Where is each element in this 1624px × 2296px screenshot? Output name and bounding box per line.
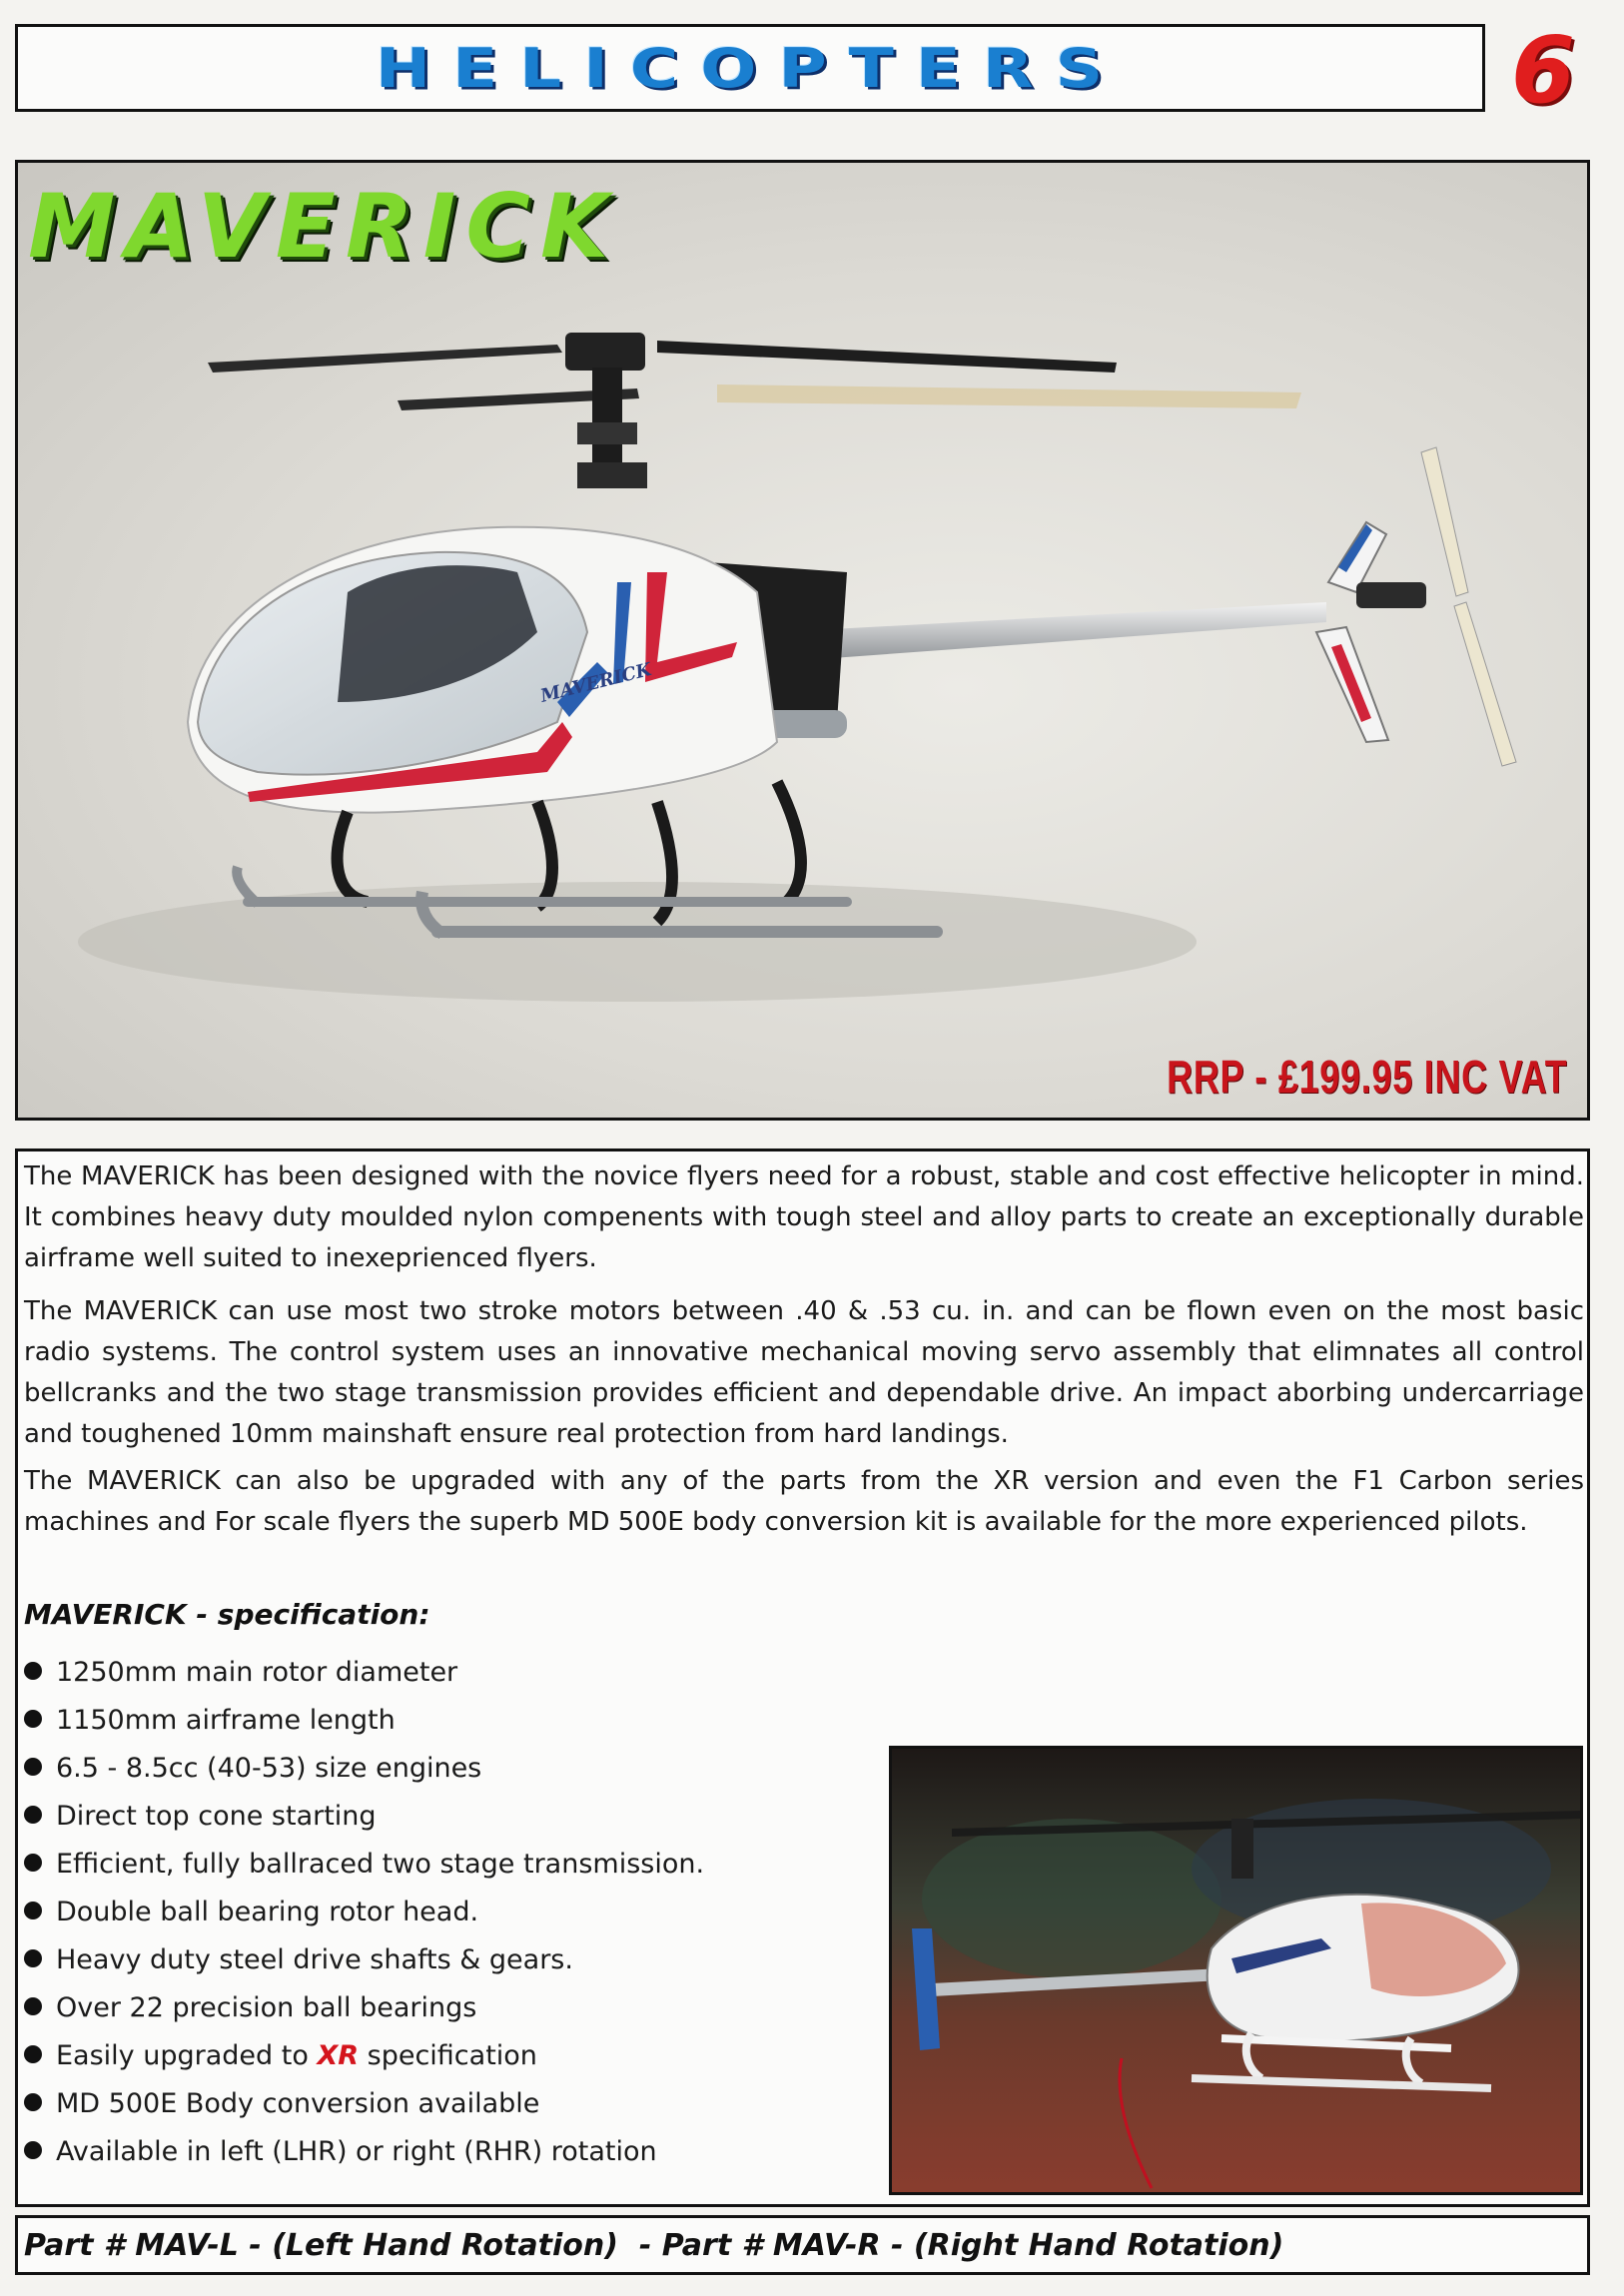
description-paragraph: The MAVERICK can use most two stroke motors between .40 & .53 cu. in. and can be flown even on the most basic radio systems. The control system uses an innovative mechanical moving servo assembly that elimnates all control bellcranks and the two stage transmission provides efficient and dependable drive. An impact aborbing undercarriage and toughened 10mm mainshaft ensure real protection from hard landings. — [24, 1296, 1584, 1449]
spec-item: Direct top cone starting — [24, 1793, 743, 1841]
bullet-icon — [24, 1806, 42, 1824]
bullet-icon — [24, 1758, 42, 1776]
spec-item-upgrade: Easily upgraded to XR specification — [24, 2032, 743, 2080]
bullet-icon — [24, 1949, 42, 1967]
fuselage-decal: MAVERICK — [538, 658, 654, 707]
spec-item: 1150mm airframe length — [24, 1697, 743, 1745]
bullet-icon — [24, 1902, 42, 1919]
spec-item: Available in left (LHR) or right (RHR) rotation — [24, 2128, 743, 2176]
bullet-icon — [24, 1854, 42, 1872]
spec-item: 1250mm main rotor diameter — [24, 1649, 743, 1697]
spec-heading-suffix: - specification: — [186, 1598, 430, 1631]
inset-photo — [889, 1746, 1583, 2195]
description-paragraph: The MAVERICK has been designed with the novice flyers need for a robust, stable and cost effective helicopter in mind. It combines heavy duty moulded nylon compenents with tough steel and alloy parts to create an exceptionally durable airframe well suited to inexeprienced flyers. — [24, 1161, 1584, 1273]
specification-list — [24, 1649, 743, 2176]
description-paragraph: The MAVERICK can also be upgraded with any of the parts from the XR version and even the F1 Carbon series machines and For scale flyers the superb MD 500E body conversion kit is available for the more experienced pilots. — [24, 1466, 1584, 1537]
spec-heading-name: MAVERICK — [24, 1598, 187, 1631]
spec-item: Over 22 precision ball bearings — [24, 1984, 743, 2032]
product-title: MAVERICK — [28, 175, 619, 278]
spec-item: Double ball bearing rotor head. — [24, 1889, 743, 1936]
spec-item: 6.5 - 8.5cc (40-53) size engines — [24, 1745, 743, 1793]
specification-heading — [24, 1598, 430, 1631]
hero-photo — [15, 160, 1590, 1121]
xr-highlight: XR — [317, 2040, 360, 2071]
bullet-icon — [24, 2093, 42, 2111]
part-numbers-bar — [15, 2215, 1590, 2275]
spec-item: MD 500E Body conversion available — [24, 2080, 743, 2128]
spec-item: Heavy duty steel drive shafts & gears. — [24, 1936, 743, 1984]
page-number: 6 — [1510, 17, 1575, 124]
bullet-icon — [24, 1710, 42, 1728]
page-header — [15, 24, 1485, 112]
helicopter-photo-illustration — [18, 163, 1590, 1121]
spec-item: Efficient, fully ballraced two stage transmission. — [24, 1841, 743, 1889]
flying-helicopter-illustration — [892, 1749, 1583, 2195]
bullet-icon — [24, 2045, 42, 2063]
part-numbers: Part # MAV-L - (Left Hand Rotation) - Part # MAV-R - (Right Hand Rotation) — [24, 2227, 1284, 2263]
price-tag: RRP - £199.95 INC VAT — [1166, 1051, 1567, 1103]
section-title: HELICOPTERS — [375, 36, 1126, 100]
bullet-icon — [24, 2141, 42, 2159]
bullet-icon — [24, 1662, 42, 1680]
bullet-icon — [24, 1997, 42, 2015]
